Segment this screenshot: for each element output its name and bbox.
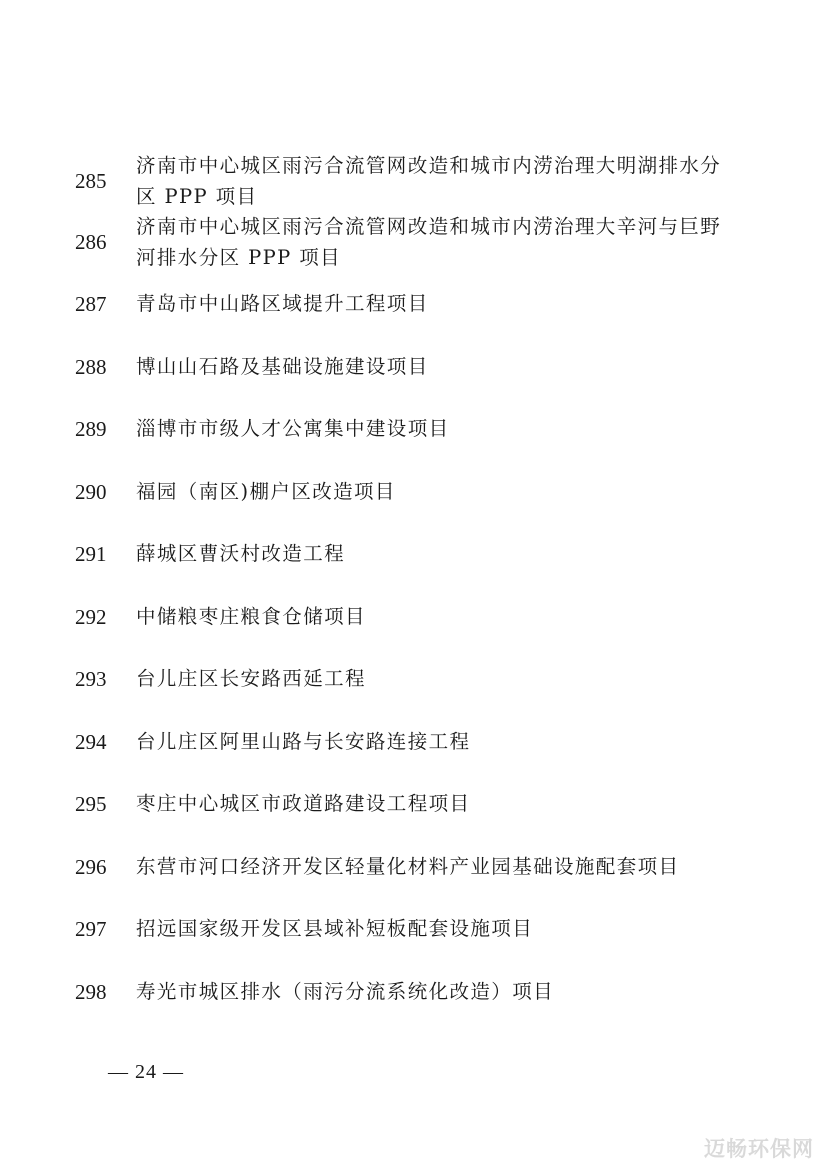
item-text: 薛城区曹沃村改造工程 (136, 542, 346, 565)
item-text: 东营市河口经济开发区轻量化材料产业园基础设施配套项目 (136, 855, 680, 878)
item-text: 寿光市城区排水（雨污分流系统化改造）项目 (136, 980, 555, 1003)
item-text: 中储粮枣庄粮食仓储项目 (136, 605, 366, 628)
item-text: 招远国家级开发区县域补短板配套设施项目 (136, 917, 534, 940)
item-number: 290 (75, 480, 107, 504)
item-number: 293 (75, 667, 107, 691)
item-number: 288 (75, 355, 107, 379)
item-text: 福园（南区)棚户区改造项目 (136, 480, 396, 503)
item-number: 294 (75, 730, 107, 754)
item-number: 285 (75, 169, 107, 193)
item-text: 济南市中心城区雨污合流管网改造和城市内涝治理大明湖排水分区 PPP 项目 (136, 154, 722, 208)
page-number: — 24 — (108, 1061, 184, 1083)
watermark: 迈畅环保网 (704, 1137, 814, 1161)
list-item (0, 150, 826, 212)
item-number: 286 (75, 230, 107, 254)
list-item (0, 211, 826, 273)
item-text: 济南市中心城区雨污合流管网改造和城市内涝治理大辛河与巨野河排水分区 PPP 项目 (136, 215, 722, 269)
item-number: 297 (75, 917, 107, 941)
item-text: 博山山石路及基础设施建设项目 (136, 355, 429, 378)
item-number: 289 (75, 417, 107, 441)
item-number: 291 (75, 542, 107, 566)
item-number: 298 (75, 980, 107, 1004)
item-number: 287 (75, 292, 107, 316)
item-number: 292 (75, 605, 107, 629)
item-text: 枣庄中心城区市政道路建设工程项目 (136, 792, 471, 815)
item-number: 295 (75, 792, 107, 816)
item-text: 青岛市中山路区域提升工程项目 (136, 292, 429, 315)
item-text: 台儿庄区长安路西延工程 (136, 667, 366, 690)
item-text: 台儿庄区阿里山路与长安路连接工程 (136, 730, 471, 753)
item-text: 淄博市市级人才公寓集中建设项目 (136, 417, 450, 440)
item-number: 296 (75, 855, 107, 879)
